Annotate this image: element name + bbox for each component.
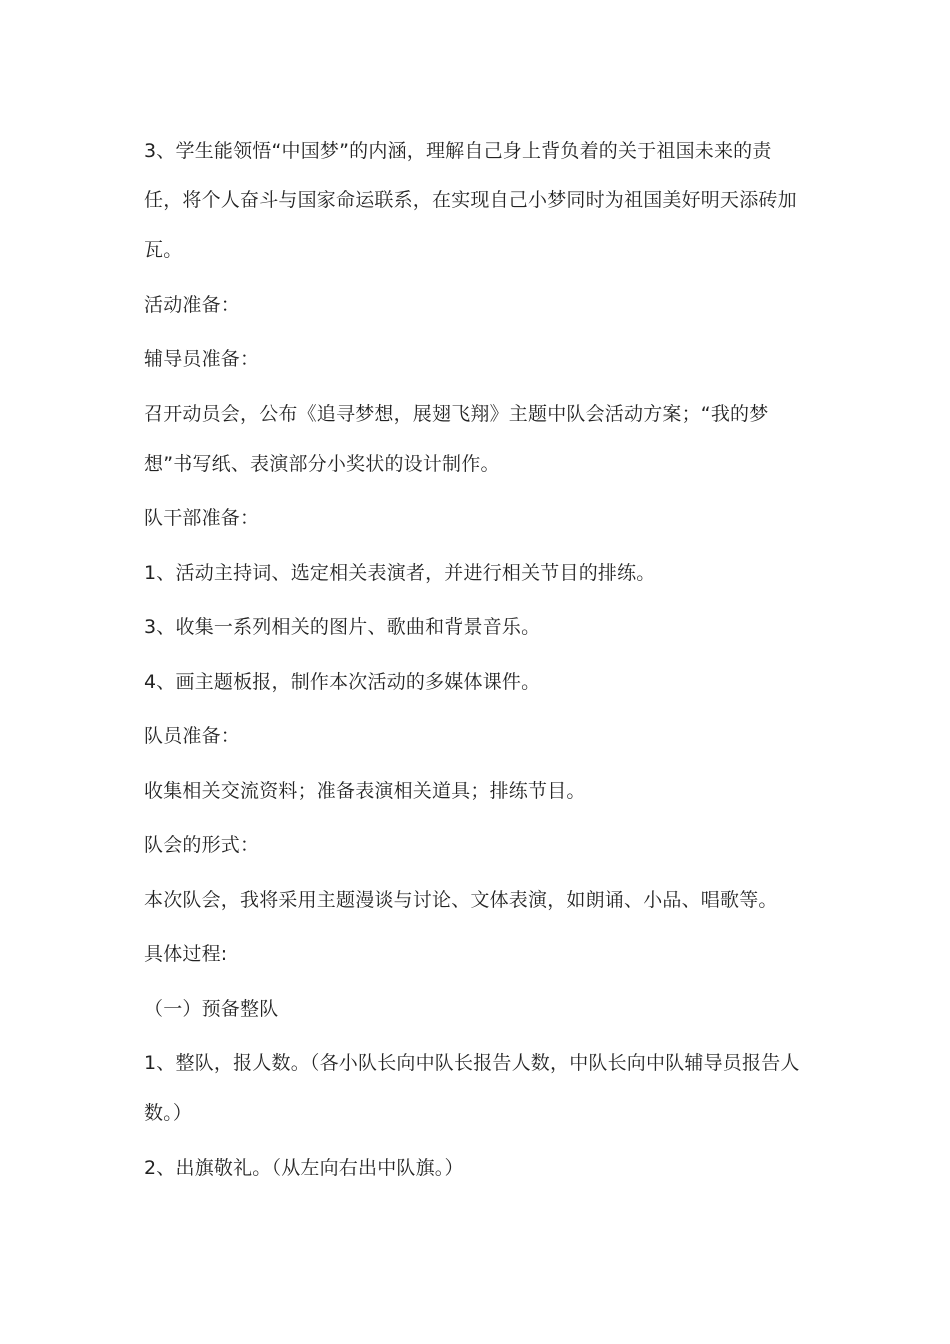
list-item-process-2: 2、出旗敬礼。（从左向右出中队旗。）	[144, 1157, 464, 1179]
heading-meeting-format: 队会的形式：	[144, 834, 260, 856]
heading-counselor-preparation: 辅导员准备：	[144, 348, 260, 370]
heading-cadre-preparation: 队干部准备：	[144, 507, 260, 529]
paragraph-goal-3-line-3: 瓦。	[144, 239, 183, 261]
paragraph-counselor-line-2: 想”书写纸、表演部分小奖状的设计制作。	[144, 453, 500, 475]
heading-section-one: （一）预备整队	[144, 998, 279, 1020]
paragraph-meeting-format: 本次队会，我将采用主题漫谈与讨论、文体表演，如朗诵、小品、唱歌等。	[144, 889, 778, 911]
list-item-process-1-line-1: 1、整队，报人数。（各小队长向中队长报告人数，中队长向中队辅导员报告人	[144, 1052, 800, 1074]
paragraph-goal-3-line-2: 任，将个人奋斗与国家命运联系，在实现自己小梦同时为祖国美好明天添砖加	[144, 189, 797, 211]
list-item-process-1-line-2: 数。）	[144, 1102, 193, 1124]
paragraph-goal-3-line-1: 3、学生能领悟“中国梦”的内涵，理解自己身上背负着的关于祖国未来的责	[144, 140, 772, 162]
heading-specific-process: 具体过程:	[144, 943, 228, 965]
heading-activity-preparation: 活动准备：	[144, 294, 241, 316]
list-item-cadre-3: 3、收集一系列相关的图片、歌曲和背景音乐。	[144, 616, 541, 638]
list-item-cadre-4: 4、画主题板报，制作本次活动的多媒体课件。	[144, 671, 541, 693]
list-item-cadre-1: 1、活动主持词、选定相关表演者，并进行相关节目的排练。	[144, 562, 656, 584]
paragraph-member-preparation: 收集相关交流资料；准备表演相关道具；排练节目。	[144, 780, 586, 802]
paragraph-counselor-line-1: 召开动员会，公布《追寻梦想，展翅飞翔》主题中队会活动方案；“我的梦	[144, 403, 769, 425]
heading-member-preparation: 队员准备：	[144, 725, 241, 747]
